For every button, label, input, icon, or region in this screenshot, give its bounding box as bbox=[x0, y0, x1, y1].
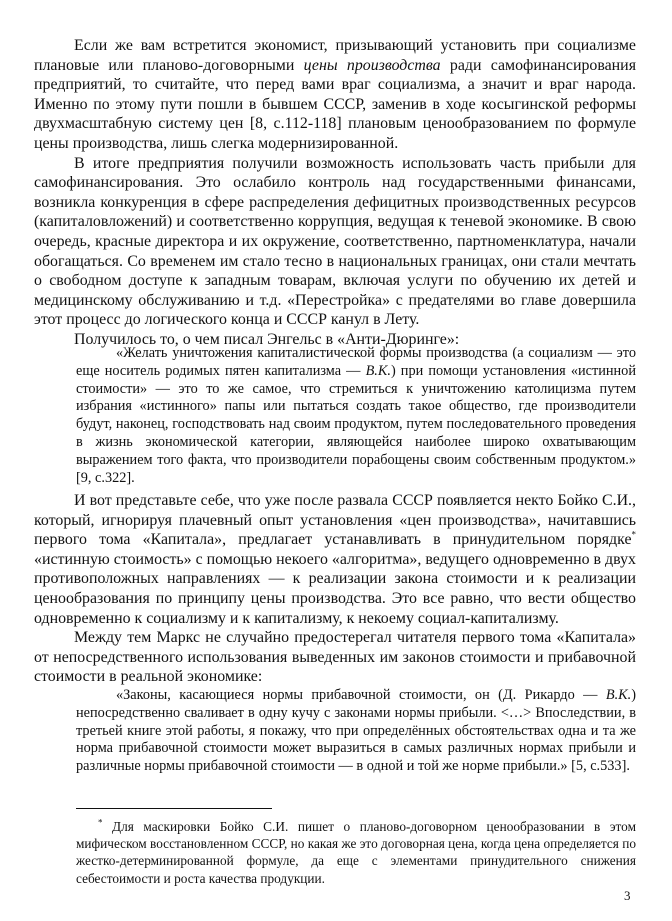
quote-paragraph: «Законы, касающиеся нормы прибавочной стоимости, он (Д. Рикардо — В.К.) непосредственно сваливает в одну кучу с законами нормы прибыли. <…> Впоследствии, в третьей книге этой работы, я покажу, что при определённых обстоятельствах одна и та же норма прибавочной стоимости может выразиться в самых различных нормах прибыли и различные нормы прибавочной стоимости — в одной и той же норме прибыли.» [5, с.533]. bbox=[76, 687, 636, 775]
paragraph-5: Между тем Маркс не случайно предостерегал читателя первого тома «Капитала» от непосредственного использования выведенных им законов стоимости и прибавочной стоимости в реальной экономике: bbox=[34, 629, 636, 686]
page-number: 3 bbox=[624, 888, 631, 903]
marx-quote bbox=[76, 687, 636, 776]
footnote-mark: * bbox=[98, 817, 103, 828]
paragraph-1: Если же вам встретится экономист, призывающий установить при социализме плановые или планово-договорными цены производства ради самофинансирования предприятий, то считайте, что перед вами враг социализма, а значит и враг народа. Именно по этому пути пошли в бывшем СССР, заменив в ходе косыгинской реформы двухмасштабную систему цен [8, с.112-118] плановым ценообразованием по формуле цены производства, лишь слегка модернизированной. bbox=[34, 37, 636, 152]
main-text-block-1 bbox=[34, 36, 636, 350]
paragraph-2: В итоге предприятия получили возможность использовать часть прибыли для самофинансирования. Это ослабило контроль над государственными финансами, возникла конкуренция в сфере распределения дефицитных производственных ресурсов (капиталовложений) и соответственно коррупция, ведущая к теневой экономике. В свою очередь, красные директора и их окружение, соответственно, партноменклатура, начали обогащаться. Со временем им стало тесно в национальных границах, они стали мечтать о свободном доступе к западным товарам, включая услуги по обучению их детей и медицинскому обслуживанию и т.д. «Перестройка» с предателями во главе довершила этот процесс до логического конца и СССР канул в Лету. bbox=[34, 154, 636, 329]
quote-paragraph: «Желать уничтожения капиталистической формы производства (а социализм — это еще носитель родимых пятен капитализма — В.К.) при помощи установления «истинной стоимости» — это то же самое, что стремиться к уничтожению католицизма путем избрания «истинного» папы или пытаться создать такое общество, где производители будут, наконец, господствовать над своим продуктом, путем последовательного проведения в жизнь экономической категории, являющейся наиболее широко охватывающим выражением того факта, что производители порабощены своим собственным продуктом.» [9, с.322]. bbox=[76, 345, 636, 486]
quote-initials: В.К. bbox=[365, 362, 391, 379]
footnote-divider bbox=[76, 808, 272, 809]
paragraph-4: И вот представьте себе, что уже после развала СССР появляется некто Бойко С.И., который, игнорируя плачевный опыт установления «цен производства», начитавшись первого тома «Капитала», предлагает устанавливать в принудительном порядке* «истинную стоимость» с помощью некоего «алгоритма», ведущего одновременно в двух противоположных направлениях — к реализации закона стоимости и к реализации ценообразования по принципу цены производства. Это все равно, что вести общество одновременно к социализму и к капитализму, к некоему социал-капитализму. bbox=[34, 492, 636, 627]
footnote-marker[interactable]: * bbox=[631, 529, 636, 540]
emphasis-text: цены производства bbox=[303, 56, 441, 74]
footnote bbox=[76, 818, 636, 887]
quote-initials: В.К. bbox=[605, 687, 632, 703]
engels-quote bbox=[76, 345, 636, 487]
paragraph-3: Получилось то, о чем писал Энгельс в «Анти-Дюринге»: bbox=[74, 330, 460, 348]
footnote-text: * Для маскировки Бойко С.И. пишет о планово-договорном ценообразовании в этом мифическом восстановленном СССР, но какая же это договорная цена, когда цена определяется по жестко-детерминированной формуле, да еще с элементами принудительного снижения себестоимости и роста качества продукции. bbox=[76, 817, 636, 886]
main-text-block-2 bbox=[34, 491, 636, 687]
